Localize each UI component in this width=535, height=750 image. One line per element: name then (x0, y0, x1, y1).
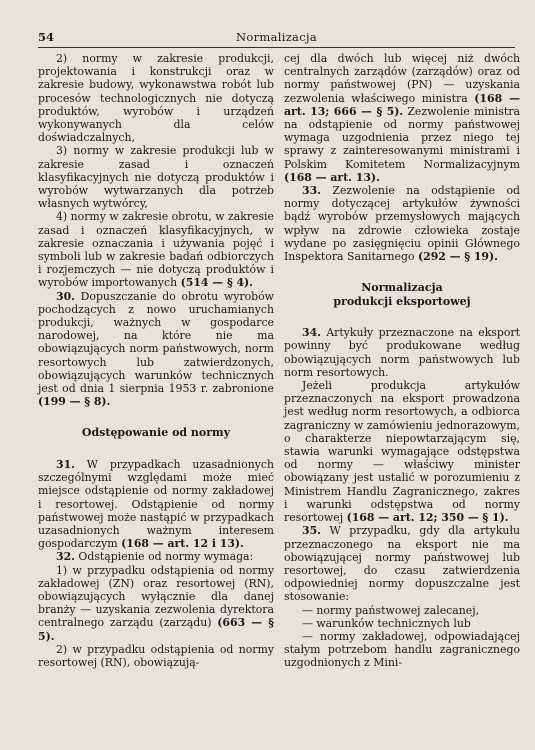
paragraph-32-item-1 (38, 564, 274, 643)
item-4-paragraph (38, 210, 274, 289)
paragraph-35-list-item-1: — normy państwowej zalecanej, (302, 603, 480, 617)
paragraph-32 (38, 550, 274, 563)
continuation-reference-2: (168 — art. 13). (284, 170, 380, 184)
paragraph-34-number: 34. (302, 326, 321, 340)
paragraph-31-reference: (168 — art. 12 i 13). (121, 537, 244, 551)
paragraph-35-list-item-3: — normy zakładowej, odpowiadającej stałym potrzebom handlu zagranicznego uzgodnionych z Mini- (284, 629, 520, 670)
paragraph-35-list-item-2: — warunków technicznych lub (302, 616, 471, 630)
paragraph-33 (284, 184, 520, 263)
paragraph-30-text: Dopuszczanie do obrotu wyrobów pochodzących z nowo uruchamianych produkcji, ważnych w gospodarce narodowej, na które nie ma obowiązujących norm państwowych, norm resortowych lub zatwierdzonych, obowiązujących warunków technicznych jest od dnia 1 sierpnia 1953 r. zabronione (38, 289, 274, 396)
paragraph-32-number: 32. (56, 550, 75, 564)
paragraph-35-text: W przypadku, gdy dla artykułu przeznaczonego na eksport nie ma obowiązującej normy państwowej lub resortowej, do czasu zatwierdzenia odpowiedniej normy dopuszczalne jest stosowanie: (284, 524, 520, 604)
paragraph-31-text: W przypadkach uzasadnionych szczególnymi względami może mieć miejsce odstąpienie od normy zakładowej i resortowej. Odstąpienie od normy państwowej może nastąpić w przypadkach uzasadnionych ważnym interesem gospodarczym (38, 457, 274, 551)
spacer (284, 263, 520, 281)
left-column (38, 52, 274, 669)
continuation-paragraph (284, 52, 520, 184)
paragraph-34-b (284, 379, 520, 524)
paragraph-30 (38, 290, 274, 409)
section-heading-export-line-1: Normalizacja (361, 281, 443, 295)
section-heading-deviation: Odstępowanie od normy (81, 426, 231, 440)
spacer (284, 308, 520, 326)
paragraph-31-number: 31. (56, 457, 75, 471)
running-title: Normalizacja (236, 30, 317, 44)
paragraph-32-text: Odstąpienie od normy wymaga: (78, 550, 254, 564)
paragraph-30-reference: (199 — § 8). (38, 395, 111, 409)
paragraph-34-reference: (168 — art. 12; 350 — § 1). (346, 511, 509, 525)
paragraph-33-reference: (292 — § 19). (418, 250, 498, 264)
paragraph-34 (284, 326, 520, 379)
item-4-text: 4) normy w zakresie obrotu, w zakresie zasad i oznaczeń klasyfikacyjnych, w zakresie oznaczania i używania pojęć i symboli lub w zakresie badań odbiorczych i rozjemczych — nie dotyczą produktów i wyrobów importowanych (38, 210, 274, 290)
page-number: 54 (38, 30, 55, 44)
item-2-text: 2) normy w zakresie produkcji, projektowania i konstrukcji oraz w zakresie budowy, wykonawstwa robót lub procesów technologicznych nie dotyczą produktów, wyrobów i urządzeń wykonywanych dla celów doświadczalnych, (38, 52, 274, 145)
item-3-text: 3) normy w zakresie produkcji lub w zakresie zasad i oznaczeń klasyfikacyjnych nie dotyczą produktów i wyrobów wytwarzanych dla potrzeb własnych wytwórcy, (38, 144, 274, 211)
page-header (38, 30, 515, 46)
continuation-reference: (168 — art. 13; 666 — § 5). (284, 91, 520, 118)
continuation-text-2: Zezwolenie ministra na odstąpienie od normy państwowej wymaga uzgodnienia przez niego tej sprawy z zainteresowanymi ministrami i Polskim Komitetem Normalizacyjnym (284, 104, 521, 171)
paragraph-30-number: 30. (56, 289, 75, 303)
paragraph-35 (284, 524, 520, 603)
spacer (38, 440, 274, 458)
spacer (38, 408, 274, 426)
paragraph-34-text: Artykuły przeznaczone na eksport powinny być produkowane według obowiązujących norm państwowych lub norm resortowych. (284, 326, 520, 379)
section-heading-export-line-2: produkcji eksportowej (333, 294, 471, 308)
paragraph-33-number: 33. (302, 184, 321, 198)
right-column (284, 52, 520, 670)
paragraph-34-b-text: Jeżeli produkcja artykułów przeznaczonych na eksport prowadzona jest według norm resortowych, a odbiorca zagraniczny w zamówieniu jednorazowym, o charakterze niepowtarzającym się, stawia warunki wymagające odstępstwa od normy — właściwy minister obowiązany jest ustalić w porozumieniu z Ministrem Handlu Zagranicznego, zakres i warunki odstępstwa od normy resortowej (284, 379, 520, 525)
paragraph-33-text: Zezwolenie na odstąpienie od normy dotyczącej artykułów żywności bądź wyrobów przemysłowych mających wpływ na zdrowie człowieka zostaje wydane po zasięgnięciu opinii Głównego Inspektora Sanitarnego (284, 184, 520, 264)
paragraph-32-item-1-reference: (663 — § 5). (38, 616, 274, 643)
continuation-text: cej dla dwóch lub więcej niż dwóch centralnych zarządów (zarządów) oraz od normy państwowej (PN) — uzyskania zezwolenia właściwego ministra (284, 52, 520, 105)
paragraph-31 (38, 458, 274, 550)
paragraph-32-item-2: 2) w przypadku odstąpienia od normy resortowej (RN), obowiązują- (38, 642, 274, 670)
paragraph-32-item-1-text: 1) w przypadku odstąpienia od normy zakładowej (ZN) oraz resortowej (RN), obowiązujących wyłącznie dla danej branży — uzyskania zezwolenia dyrektora centralnego zarządu (zarządu) (38, 563, 274, 630)
paragraph-35-number: 35. (302, 524, 321, 538)
item-4-reference: (514 — § 4). (180, 276, 253, 290)
header-rule (38, 47, 515, 48)
